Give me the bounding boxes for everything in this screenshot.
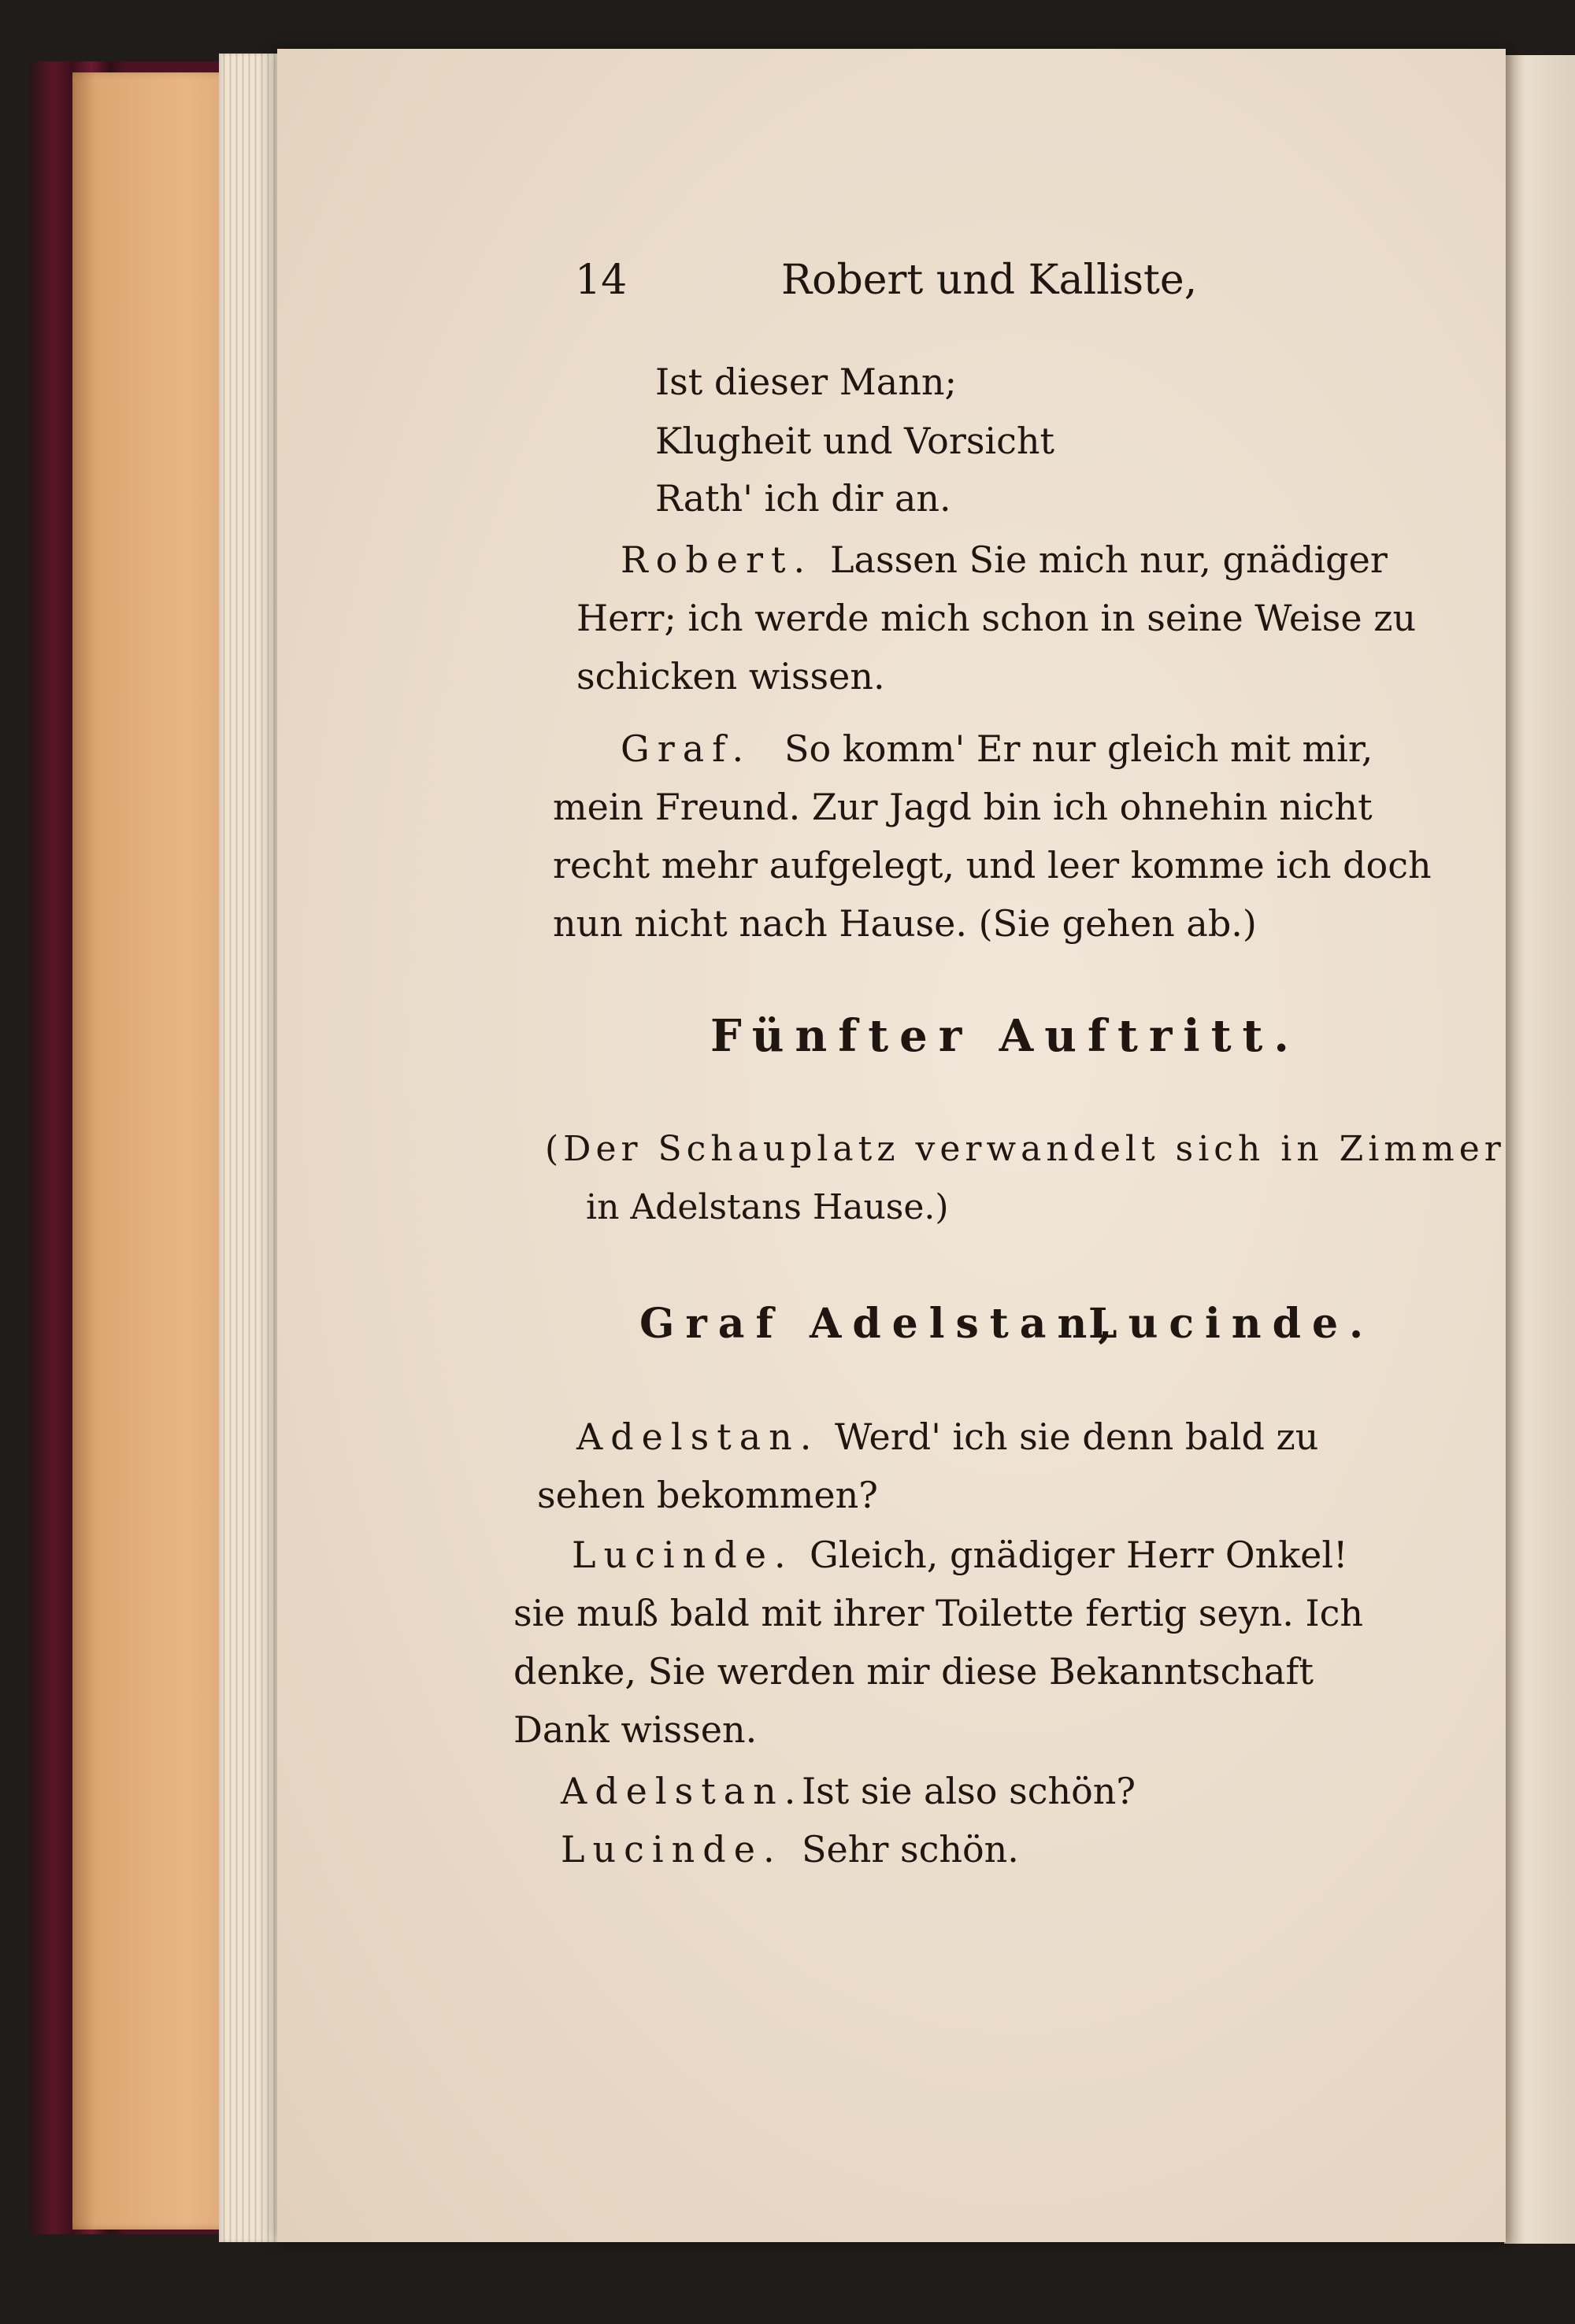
page-number: 14 [575,257,628,304]
speaker-adelstan: Adelstan. [576,1415,820,1458]
facing-page-edge [1504,55,1575,2244]
speech-line: sie muß bald mit ihrer Toilette fertig seyn. Ich [513,1592,1364,1634]
verse-line: Klugheit und Vorsicht [655,420,1055,462]
page-text [277,49,1506,2242]
speaker-lucinde: Lucinde. [561,1828,783,1871]
speech-line: Lassen Sie mich nur, gnädiger [830,538,1388,581]
speech-line: So komm' Er nur gleich mit mir, [784,727,1373,770]
speech-line: Dank wissen. [513,1708,758,1751]
speaker-robert: Robert. [621,538,813,581]
stage-direction-line: in Adelstans Hause.) [586,1187,949,1227]
speech-line: Sehr schön. [802,1828,1019,1871]
speaker-lucinde: Lucinde. [572,1534,794,1576]
speech-line: nun nicht nach Hause. (Sie gehen ab.) [553,902,1257,945]
speech-line: mein Freund. Zur Jagd bin ich ohnehin nicht [553,786,1373,828]
speech-line: denke, Sie werden mir diese Bekanntschaft [513,1650,1314,1693]
scene-heading: Fünfter Auftritt. [710,1010,1300,1062]
speech-line: Herr; ich werde mich schon in seine Weise zu [576,597,1417,639]
speech-line: Gleich, gnädiger Herr Onkel! [810,1534,1348,1576]
book-page [277,49,1506,2242]
speaker-adelstan: Adelstan. [561,1770,804,1812]
speech-line: recht mehr aufgelegt, und leer komme ich doch [553,844,1432,886]
running-title: Robert und Kalliste, [781,257,1198,304]
speech-line: sehen bekommen? [537,1474,878,1516]
verse-line: Ist dieser Mann; [655,361,957,403]
speech-line: Ist sie also schön? [802,1770,1136,1812]
character-list-first: Graf Adelstan, [639,1300,1124,1348]
speech-line: schicken wissen. [576,655,885,698]
character-list-second: Lucinde. [1088,1300,1375,1348]
stage-direction-line: (Der Schauplatz verwandelt sich in Zimmer [545,1129,1506,1169]
verse-line: Rath' ich dir an. [655,477,951,520]
speech-line: Werd' ich sie denn bald zu [835,1415,1319,1458]
speaker-graf: Graf. [621,727,752,770]
